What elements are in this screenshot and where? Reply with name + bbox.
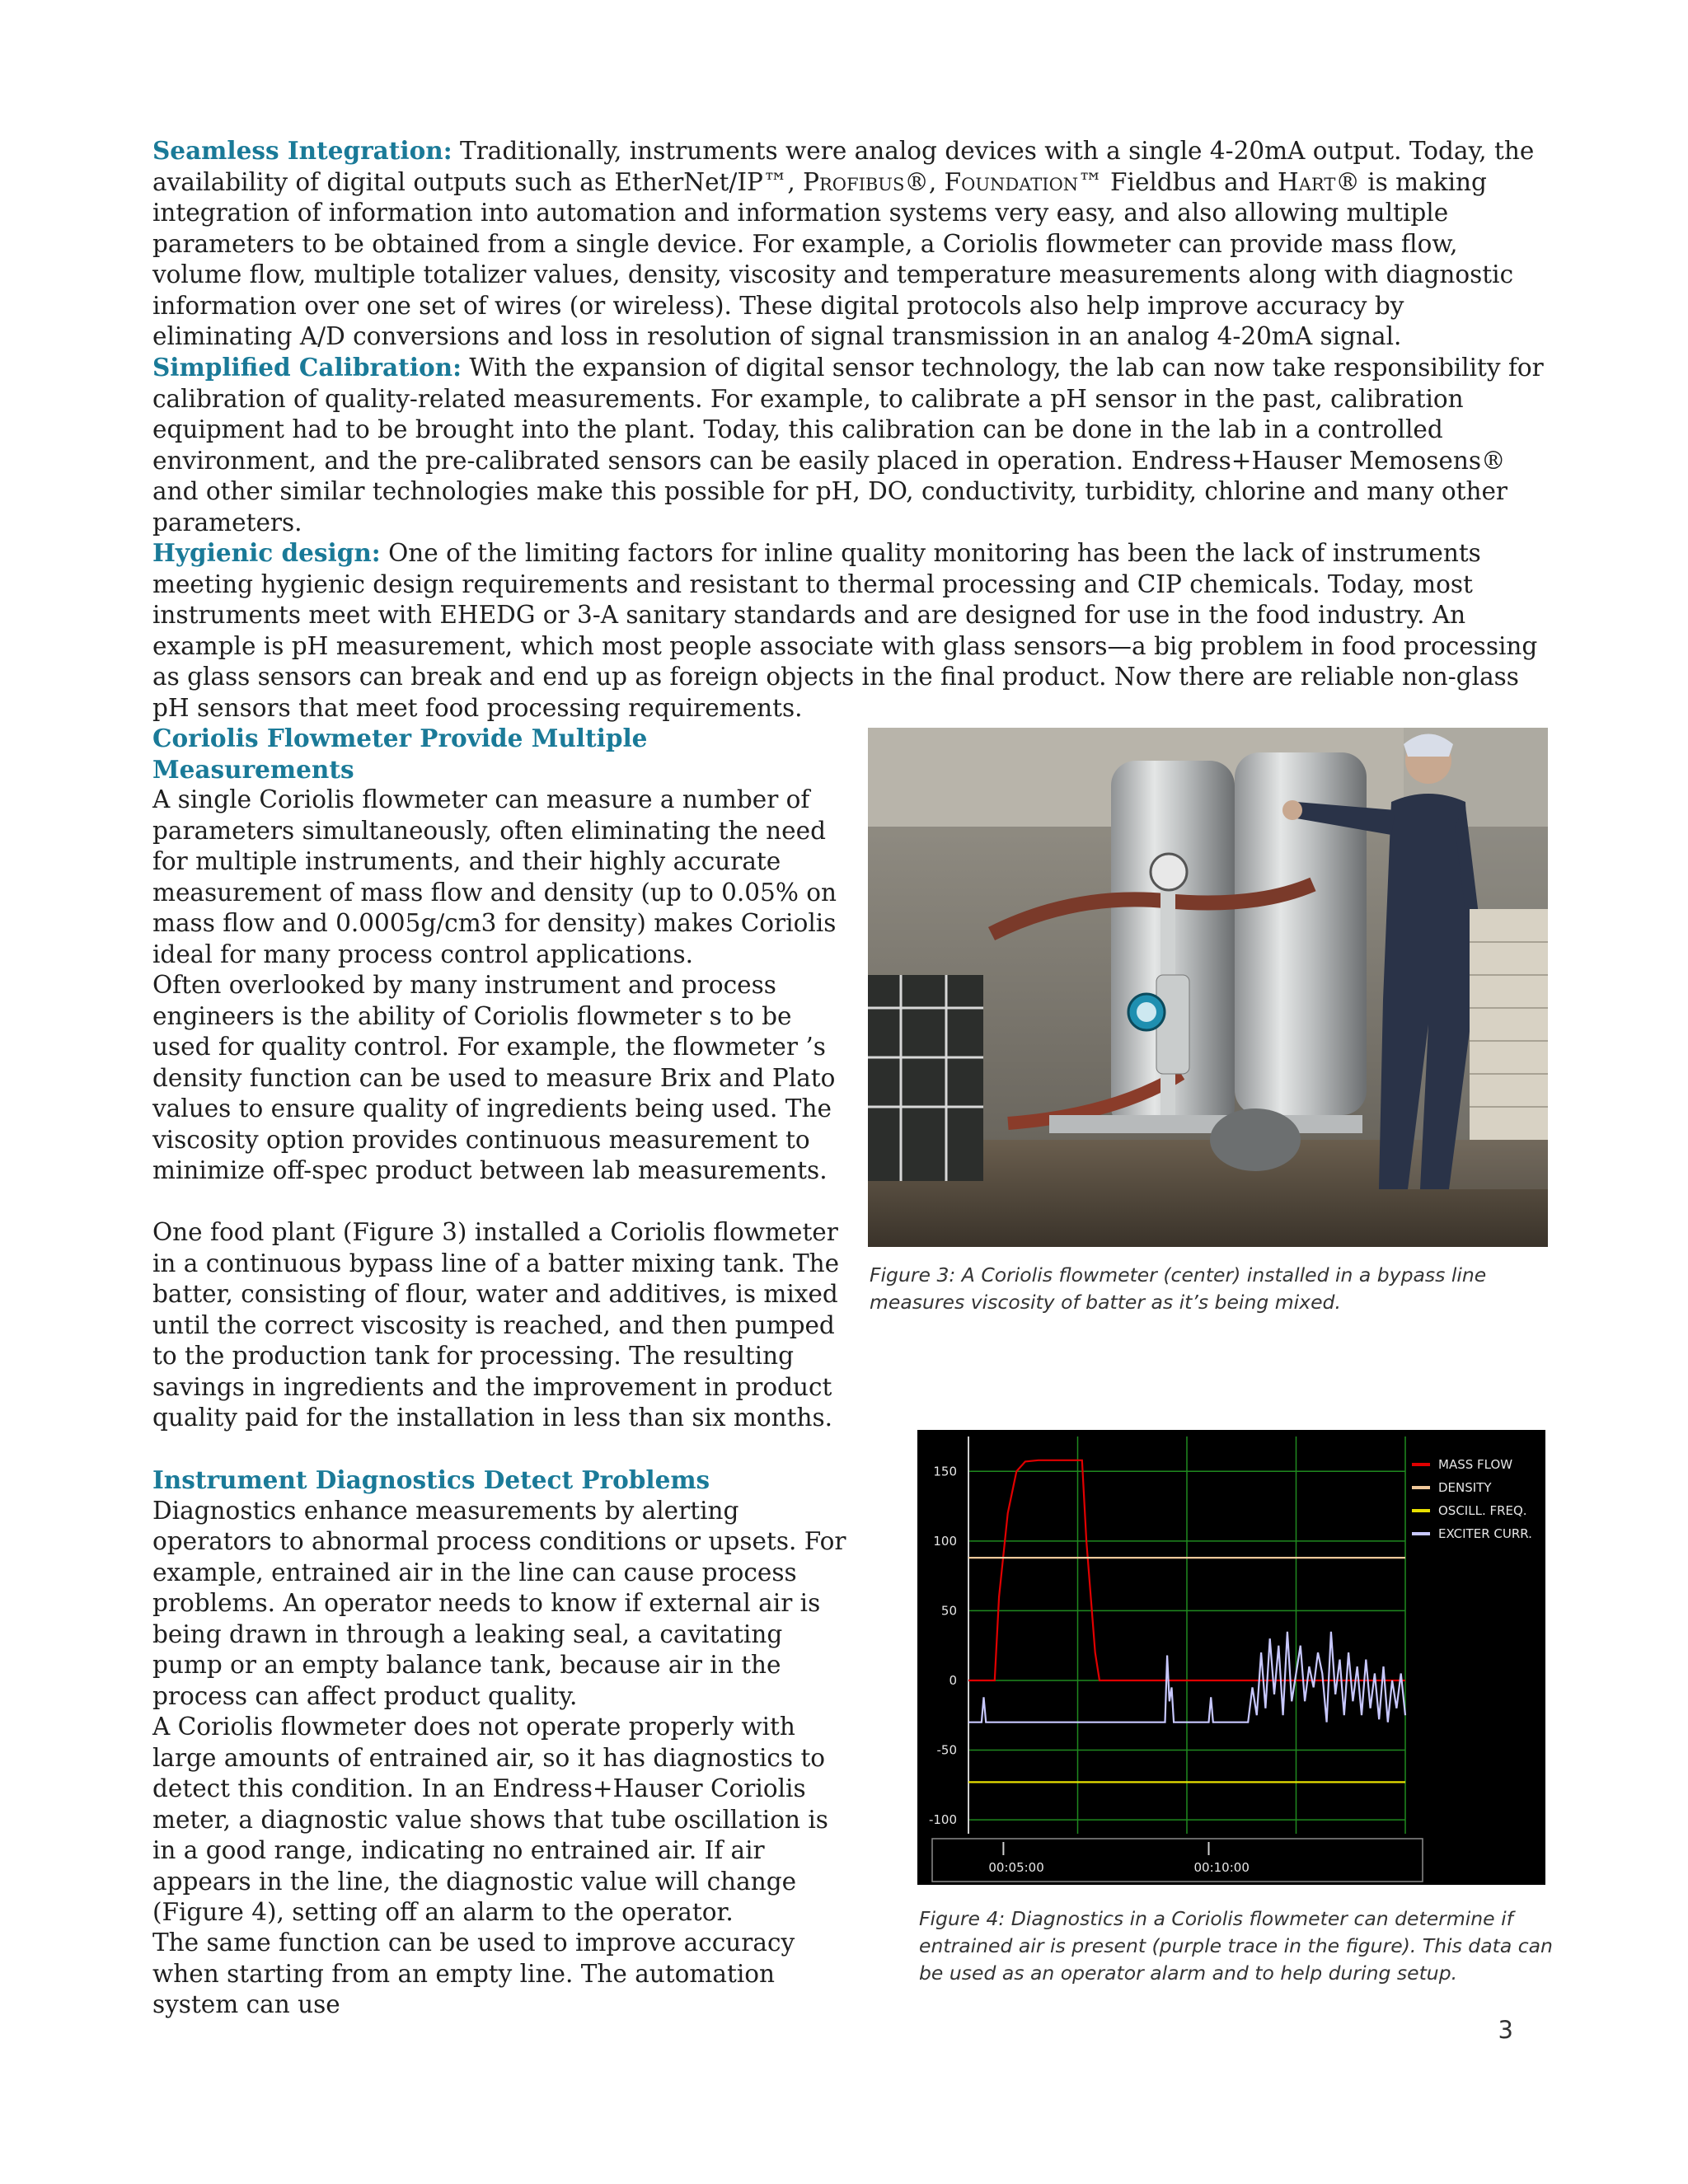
paragraph-simplified-calibration [152, 352, 1550, 538]
legend-label-1: DENSITY [1438, 1480, 1492, 1495]
page-number: 3 [1498, 2016, 1513, 2044]
y-tick-label-3: 0 [949, 1672, 957, 1688]
legend-label-0: MASS FLOW [1438, 1457, 1513, 1472]
x-tick-label-0: 00:05:00 [988, 1860, 1044, 1875]
section-diagnostics-3: The same function can be used to improve accuracy when starting from an empty line. The automation system can use [152, 1929, 795, 2018]
text-seamless-2: ®, [904, 167, 945, 196]
figure-3-caption: Figure 3: A Coriolis flowmeter (center) installed in a bypass line measures viscosity of batter as it’s being mixed. [870, 1263, 1487, 1314]
lead-simplified-calibration: Simplified Calibration: [152, 353, 462, 382]
y-tick-label-4: -50 [936, 1742, 957, 1758]
y-tick-label-0: 150 [933, 1464, 957, 1479]
text-calibration: With the expansion of digital sensor technology, the lab can now take responsibility for calibration of quality-related measurements. For example, to calibrate a pH sensor in the past, calibration equipment had to be brought into the plant. Today, this calibration can be done in the lab in a controlled environment, and the pre-calibrated sensors can be easily placed in operation. Endress+Hauser Memosens® and other similar technologies make this possible for pH, DO, conductivity, turbidity, chlorine and many other parameters. [152, 354, 1544, 537]
section-coriolis-3: One food plant (Figure 3) installed a Coriolis flowmeter in a continuous bypass line of a batter mixing tank. The batter, consisting of flour, water and additives, is mixed until the correct viscosity is reached, and then pumped to the production tank for processing. The resulting savings in ingredients and the improvement in product quality paid for the installation in less than six months. [152, 1218, 840, 1432]
y-tick-label-1: 100 [933, 1533, 957, 1549]
y-tick-label-2: 50 [940, 1603, 957, 1619]
text-profibus: Profibus [803, 167, 905, 196]
paragraph-hygienic-design [152, 537, 1550, 724]
text-seamless-4: ® is making integration of information into automation and information systems very easy, and also allowing multiple parameters to be obtained from a single device. For example, a Coriolis flowmeter can provide mass flow, volume flow, multiple totalizer values, density, viscosity and temperature measurements along with diagnostic information over one set of wires (or wireless). These digital protocols also help improve accuracy by eliminating A/D conversions and loss in resolution of signal transmission in an analog 4-20mA signal. [152, 167, 1514, 350]
text-coriolis-p1: A single Coriolis flowmeter can measure a number of parameters simultaneously, often eliminating the need for multiple instruments, and their highly accurate measurement of mass flow and density (up to 0.05% on mass flow and 0.0005g/cm3 for density) makes Coriolis ideal for many process control applications. [152, 785, 837, 968]
y-tick-label-5: -100 [928, 1812, 957, 1828]
legend-label-2: OSCILL. FREQ. [1438, 1503, 1527, 1518]
x-tick-label-1: 00:10:00 [1193, 1860, 1250, 1875]
section-coriolis-1 [152, 723, 849, 970]
flowmeter-installation-illustration [868, 728, 1548, 1247]
section-diagnostics-1 [152, 1465, 849, 1712]
heading-diagnostics: Instrument Diagnostics Detect Problems [152, 1465, 710, 1494]
heading-coriolis: Coriolis Flowmeter Provide Multiple Measurements [152, 724, 648, 784]
text-seamless-3: ™ Fieldbus and [1078, 167, 1278, 196]
legend-label-3: EXCITER CURR. [1438, 1526, 1532, 1541]
section-diagnostics-2: A Coriolis flowmeter does not operate properly with large amounts of entrained air, so it has diagnostics to detect this condition. In an Endress+Hauser Coriolis meter, a diagnostic value shows that tube oscillation is in a good range, indicating no entrained air. If air appears in the line, the diagnostic value will change (Figure 4), setting off an alarm to the operator. [152, 1713, 828, 1926]
section-coriolis-2: Often overlooked by many instrument and process engineers is the ability of Coriolis flowmeter s to be used for quality control. For example, the flowmeter ’s density function can be used to measure Brix and Plato values to ensure quality of ingredients being used. The viscosity option provides continuous measurement to minimize off-spec product between lab measurements. [152, 971, 836, 1184]
lead-hygienic-design: Hygienic design: [152, 538, 381, 567]
text-foundation: Foundation [944, 167, 1079, 196]
lead-seamless-integration: Seamless Integration: [152, 136, 452, 165]
figure-3-photo [868, 728, 1548, 1247]
text-seamless-1: Traditionally, instruments were analog devices with a single 4-20mA output. Today, the availability of digital outputs such as EtherNet/IP™, [152, 137, 1535, 196]
figure-4-chart [917, 1430, 1545, 1885]
paragraph-seamless-integration [152, 135, 1550, 353]
text-hygienic: One of the limiting factors for inline quality monitoring has been the lack of instruments meeting hygienic design requirements and resistant to thermal processing and CIP chemicals. Today, most instruments meet with EHEDG or 3-A sanitary standards and are designed for use in the food industry. An example is pH measurement, which most people associate with glass sensors—a big problem in food processing as glass sensors can break and end up as foreign objects in the final product. Now there are reliable non-glass pH sensors that meet food processing requirements. [152, 539, 1538, 722]
text-diagnostics-p1: Diagnostics enhance measurements by alerting operators to abnormal process conditions or upsets. For example, entrained air in the line can cause process problems. An operator needs to know if external air is being drawn in through a leaking seal, a cavitating pump or an empty balance tank, because air in the process can affect product quality. [152, 1496, 846, 1710]
figure-4-caption: Figure 4: Diagnostics in a Coriolis flowmeter can determine if entrained air is present (purple trace in the figure). This data can be used as an operator alarm and to help during setup. [919, 1907, 1553, 1985]
text-hart: Hart [1277, 167, 1336, 196]
diagnostics-chart-svg [917, 1430, 1545, 1885]
